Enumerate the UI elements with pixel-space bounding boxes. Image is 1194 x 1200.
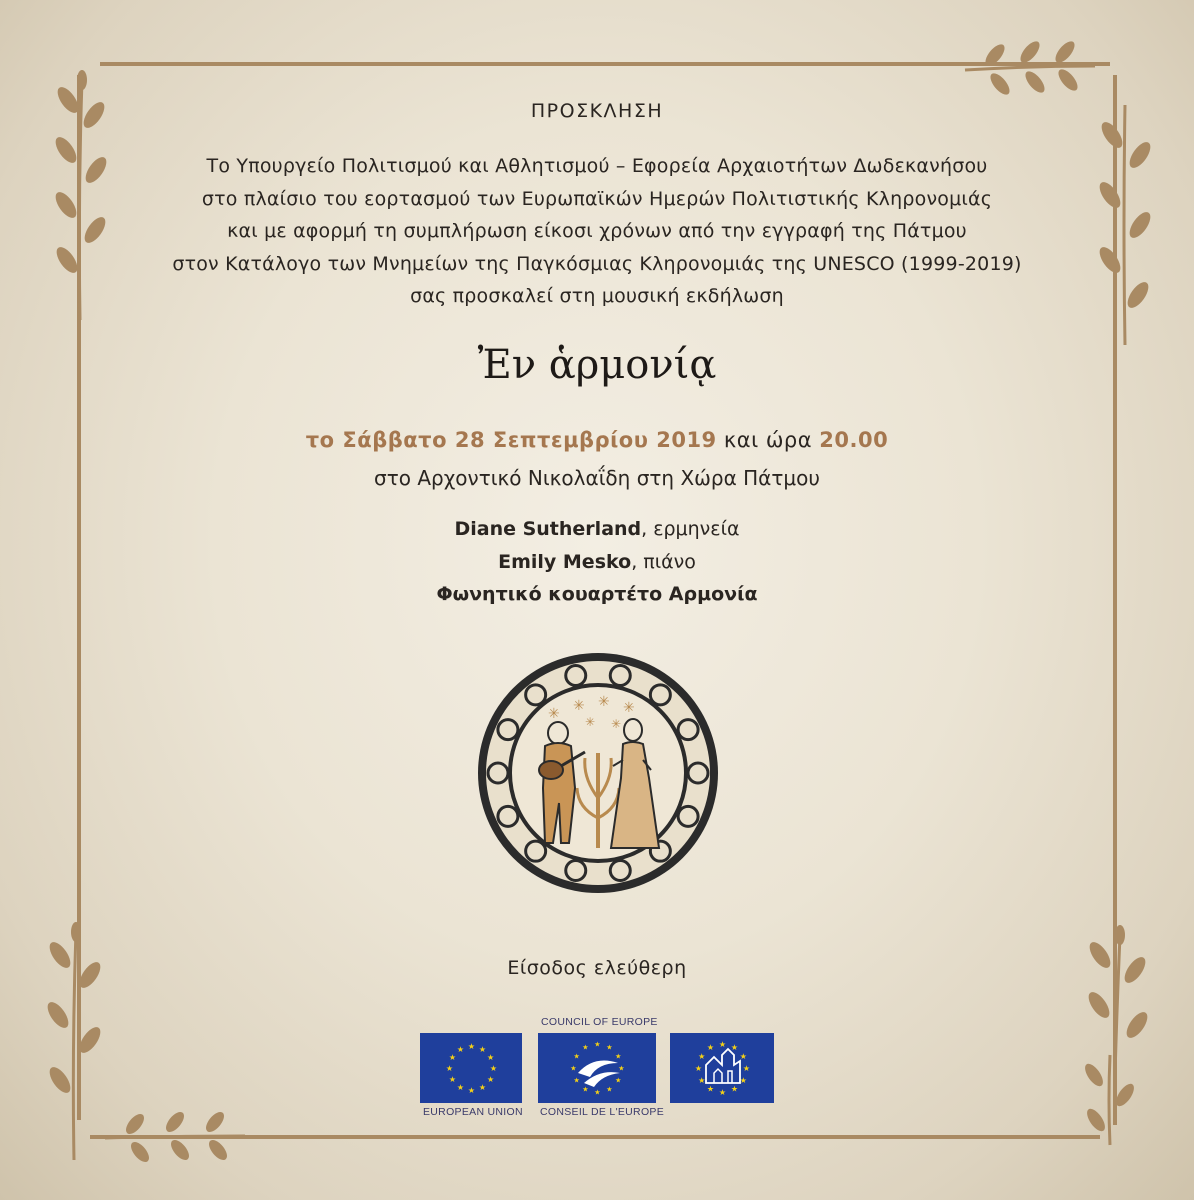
intro-line: Το Υπουργείο Πολιτισμού και Αθλητισμού – Εφορεία Αρχαιοτήτων Δωδεκανήσου: [206, 155, 988, 177]
event-date: [0, 428, 1194, 452]
date-connector: και ώρα: [716, 428, 820, 452]
eu-star: ★: [486, 1074, 495, 1084]
free-entry-note: Είσοδος ελεύθερη: [507, 957, 687, 979]
invitation-heading: ΠΡΟΣΚΛΗΣΗ: [530, 100, 664, 122]
eu-star: ★: [618, 1064, 625, 1073]
frame-top: [100, 62, 1110, 66]
svg-text:✳: ✳: [585, 715, 596, 729]
intro-line: στο πλαίσιο του εορτασμού των Ευρωπαϊκών Ημερών Πολιτιστικής Κληρονομιάς: [201, 187, 993, 210]
eu-star: ★: [594, 1088, 601, 1097]
eu-star: ★: [467, 1041, 476, 1051]
performer-role: , ερμηνεία: [641, 518, 740, 540]
eu-star: ★: [467, 1085, 476, 1095]
medallion-musicians-image: [473, 648, 723, 898]
heritage-days-logo: [670, 1033, 774, 1103]
laurel-sprig-icon: [1070, 1045, 1140, 1155]
eu-star: ★: [489, 1063, 498, 1073]
eu-star: ★: [615, 1076, 622, 1085]
laurel-sprig-icon: [960, 30, 1100, 100]
intro-line: στον Κατάλογο των Μνημείων της Παγκόσμιας Κληρονομιάς της UNESCO (1999-2019): [172, 252, 1022, 275]
eu-star: ★: [573, 1052, 580, 1061]
eu-star: ★: [706, 1084, 715, 1094]
performer: [0, 513, 1194, 546]
eu-star: ★: [570, 1064, 577, 1073]
eu-flag-icon: [420, 1033, 522, 1103]
performer: [0, 578, 1194, 611]
laurel-sprig-icon: [100, 1110, 250, 1170]
eu-star: ★: [698, 1051, 706, 1061]
eu-star: ★: [730, 1043, 739, 1053]
eu-star: ★: [456, 1082, 465, 1092]
council-of-europe-logo: [538, 1033, 656, 1103]
eu-star: ★: [594, 1040, 601, 1049]
coe-top-caption: COUNCIL OF EUROPE: [541, 1016, 658, 1028]
performer: [0, 546, 1194, 579]
svg-text:✳: ✳: [548, 706, 560, 722]
eu-star: ★: [582, 1085, 589, 1094]
eu-star: ★: [730, 1084, 739, 1094]
svg-text:✳: ✳: [598, 694, 610, 710]
intro-line: και με αφορμή τη συμπλήρωση είκοσι χρόνων από την εγγραφή της Πάτμου: [227, 220, 967, 242]
eu-star: ★: [606, 1043, 613, 1052]
coe-bottom-caption: CONSEIL DE L'EUROPE: [540, 1106, 665, 1118]
eu-star: ★: [742, 1063, 751, 1073]
eu-star: ★: [694, 1063, 703, 1073]
eu-star: ★: [456, 1044, 465, 1054]
intro-paragraph: [0, 150, 1194, 313]
eu-star: ★: [615, 1052, 622, 1061]
performer-role: , πιάνο: [631, 550, 696, 573]
eu-star: ★: [478, 1082, 487, 1092]
eu-star: ★: [706, 1043, 715, 1053]
eu-caption: EUROPEAN UNION: [423, 1106, 523, 1118]
eu-star: ★: [582, 1043, 589, 1052]
svg-text:✳: ✳: [623, 700, 635, 716]
eu-star: ★: [698, 1075, 706, 1085]
intro-line: σας προσκαλεί στη μουσική εκδήλωση: [410, 285, 784, 307]
event-title: Ἐν ἁρμονίᾳ: [477, 342, 717, 388]
eu-star: ★: [739, 1051, 747, 1061]
performers-list: [0, 513, 1194, 611]
eu-star: ★: [448, 1074, 457, 1084]
eu-star: ★: [478, 1044, 487, 1054]
eu-star: ★: [573, 1076, 580, 1085]
eu-star: ★: [718, 1039, 727, 1049]
performer-name: Diane Sutherland: [454, 518, 642, 540]
performer-name: Emily Mesko: [498, 550, 632, 573]
event-time: 20.00: [819, 428, 889, 452]
event-venue: στο Αρχοντικό Νικολαΐδη στη Χώρα Πάτμου: [374, 466, 820, 490]
eu-star: ★: [445, 1063, 454, 1073]
eu-star: ★: [739, 1075, 747, 1085]
eu-star: ★: [606, 1085, 613, 1094]
eu-star: ★: [718, 1087, 727, 1097]
eu-star: ★: [486, 1052, 495, 1062]
performer-name: Φωνητικό κουαρτέτο Αρμονία: [436, 583, 758, 605]
eu-star: ★: [448, 1052, 457, 1062]
svg-text:✳: ✳: [573, 698, 585, 714]
svg-text:✳: ✳: [611, 717, 622, 731]
event-date-text: το Σάββατο 28 Σεπτεμβρίου 2019: [305, 428, 717, 452]
